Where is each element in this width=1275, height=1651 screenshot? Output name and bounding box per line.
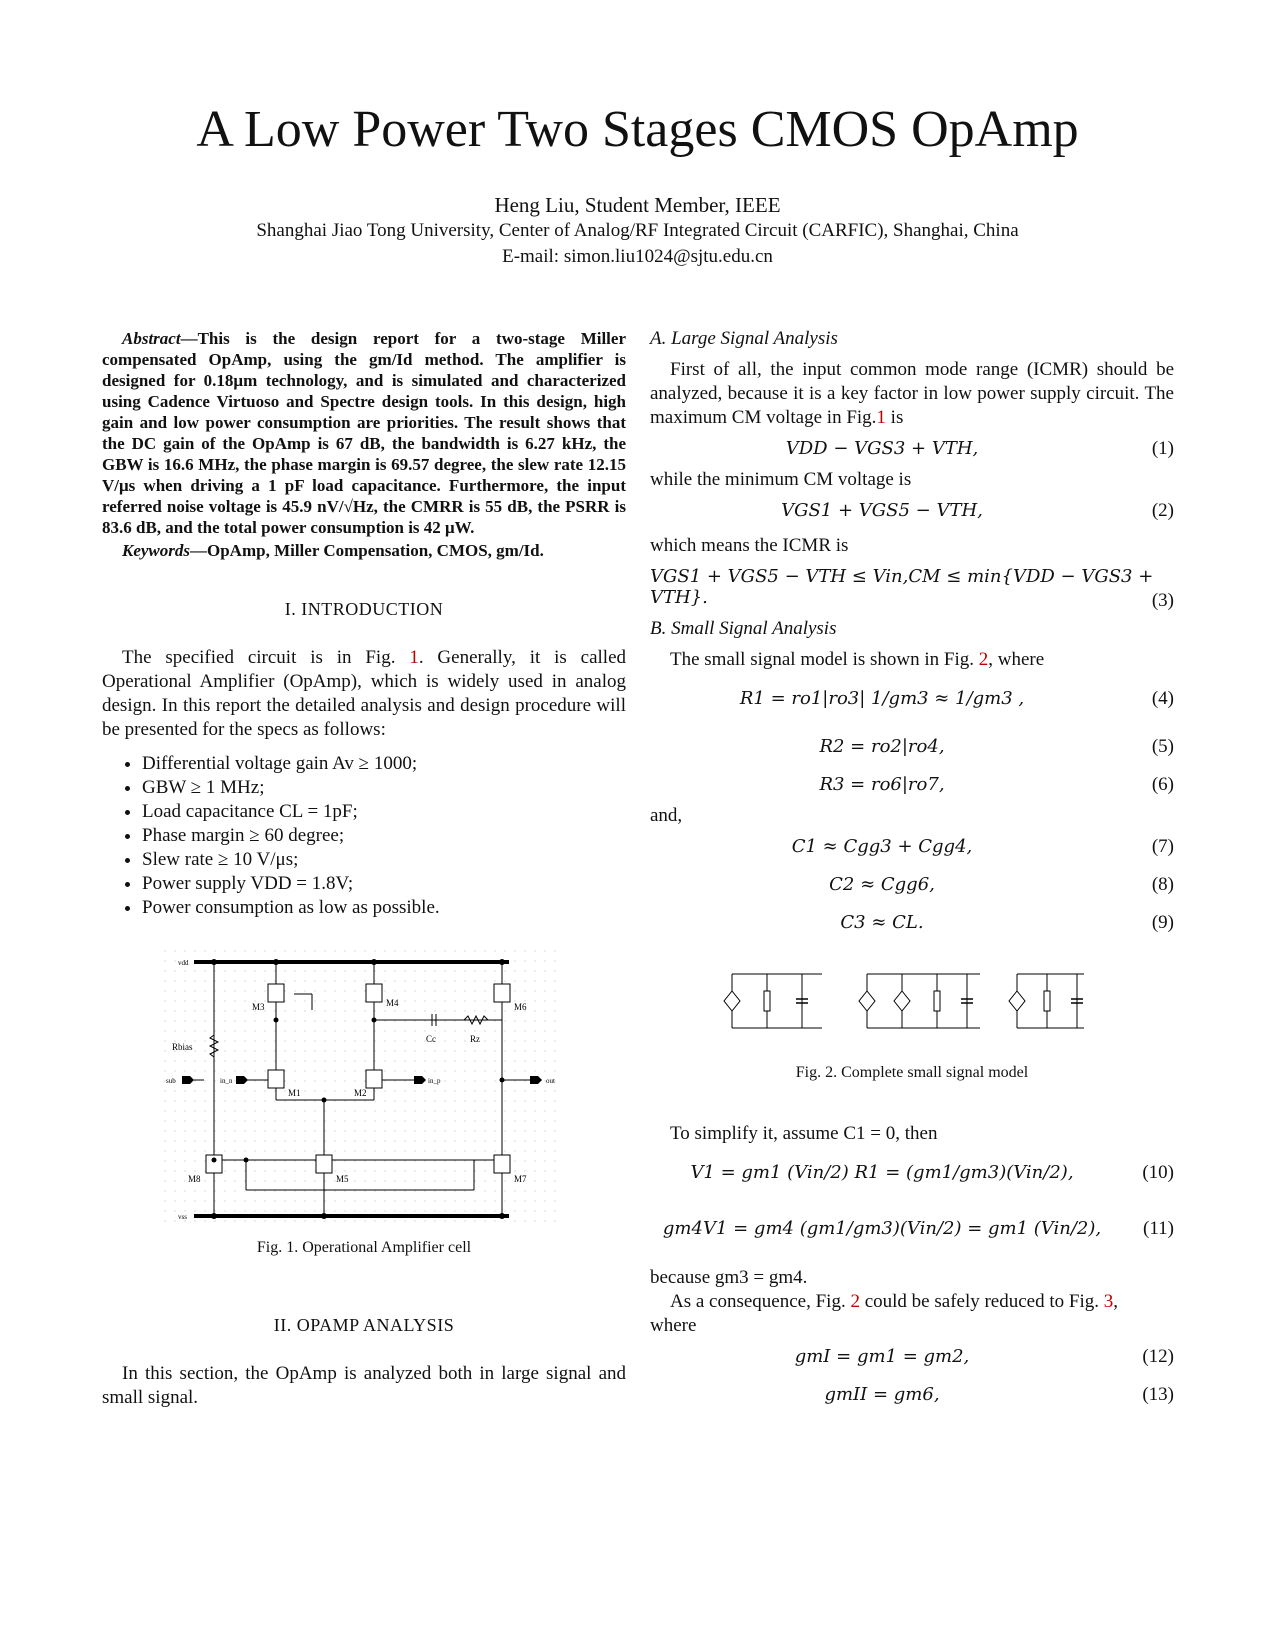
- equation-expression: C2 ≈ Cgg6,: [829, 874, 935, 895]
- section-heading-analysis: II. OPAMP ANALYSIS: [273, 1315, 455, 1335]
- cc-label: Cc: [426, 1034, 436, 1044]
- intro-paragraph: [102, 646, 626, 742]
- abstract-text: —This is the design report for a two-stage Miller compensated OpAmp, using the gm/Id method. The amplifier is designed for 0.18μm technology, and is simulated and characterized using Cadence Virtuoso and Spectre design tools. In this design, high gain and low power consumption are priorities. The result shows that the DC gain of the OpAmp is 67 dB, the bandwidth is 6.27 kHz, the GBW is 16.6 MHz, the phase margin is 69.57 degree, the slew rate 12.15 V/μs when driving a 1 pF load capacitance. Furthermore, the input referred noise voltage is 45.9 nV/√Hz, the CMRR is 55 dB, the PSRR is 83.6 dB, and the total power consumption is 42 μW.: [102, 329, 626, 537]
- equation-number: (8): [1151, 874, 1174, 895]
- equation-11: [650, 1202, 1174, 1258]
- intro-text-a: The specified circuit is in Fig.: [122, 647, 410, 668]
- intro-text-b: . Generally, it is called Operational Amplifier (OpAmp), which is widely used in analog design. In this report the detailed analysis and design procedure will be presented for the specs as follows:: [102, 647, 626, 740]
- m1-label: M1: [288, 1088, 301, 1098]
- subsection-small-signal: B. Small Signal Analysis: [650, 618, 837, 639]
- fig2-ref-link[interactable]: 2: [978, 649, 989, 670]
- equation-9: [650, 904, 1174, 942]
- abstract-label: Abstract: [122, 329, 181, 348]
- m8-label: M8: [188, 1174, 201, 1184]
- equation-number: (4): [1151, 688, 1174, 709]
- spec-list: [102, 752, 626, 920]
- right-column: [650, 328, 1174, 1414]
- equation-expression: C1 ≈ Cgg3 + Cgg4,: [791, 836, 973, 857]
- list-item: • Power consumption as low as possible.: [142, 896, 626, 920]
- which-text: which means the ICMR is: [650, 535, 849, 556]
- equation-expression: gm4V1 = gm4 (gm1/gm3)(Vin/2) = gm1 (Vin/2),: [662, 1218, 1102, 1239]
- fig2-ref-link[interactable]: 2: [850, 1291, 860, 1312]
- list-item: • Differential voltage gain Av ≥ 1000;: [142, 752, 626, 776]
- m4-label: M4: [386, 998, 399, 1008]
- current-source-gm1-half: [859, 991, 875, 1011]
- list-item: • Slew rate ≥ 10 V/μs;: [142, 848, 626, 872]
- left-column: [102, 328, 626, 1410]
- equation-expression: V1 = gm1 (Vin/2) R1 = (gm1/gm3)(Vin/2),: [690, 1162, 1074, 1183]
- fig1-ref-link[interactable]: 1: [876, 407, 886, 428]
- opamp-schematic: [164, 950, 564, 1225]
- large-signal-paragraph: [650, 358, 1174, 430]
- equation-number: (3): [1151, 590, 1174, 611]
- small-signal-paragraph: [650, 648, 1174, 672]
- equation-expression: C3 ≈ CL.: [840, 912, 924, 933]
- email-line: E-mail: simon.liu1024@sjtu.edu.cn: [502, 246, 773, 267]
- equation-number: (2): [1151, 500, 1174, 521]
- keywords-text: —OpAmp, Miller Compensation, CMOS, gm/Id.: [190, 541, 544, 560]
- in-p-label: in_p: [428, 1077, 441, 1085]
- equation-2: [650, 492, 1174, 530]
- transistor-m2: [366, 1070, 382, 1088]
- while-text: while the minimum CM voltage is: [650, 469, 912, 490]
- equation-expression: VDD − VGS3 + VTH,: [785, 438, 979, 459]
- list-item: • Load capacitance CL = 1pF;: [142, 800, 626, 824]
- out-label: out: [546, 1077, 555, 1085]
- equation-13: [650, 1376, 1174, 1414]
- fig1-ref-link[interactable]: 1: [409, 647, 419, 668]
- figure-2: [650, 966, 1174, 1082]
- consequence-paragraph: [650, 1290, 1174, 1314]
- equation-number: (5): [1151, 736, 1174, 757]
- equation-7: [650, 828, 1174, 866]
- transistor-m7: [494, 1155, 510, 1173]
- equation-number: (1): [1151, 438, 1174, 459]
- where-text: where: [650, 1315, 697, 1336]
- analysis-paragraph: In this section, the OpAmp is analyzed both in large signal and small signal.: [102, 1363, 626, 1408]
- large-text-a: First of all, the input common mode range (ICMR) should be analyzed, because it is a key factor in low power supply circuit. The maximum CM voltage in Fig.: [650, 359, 1174, 428]
- keywords: [102, 540, 626, 561]
- equation-3: [650, 558, 1174, 611]
- equation-6: [650, 766, 1174, 804]
- vdd-label: vdd: [178, 959, 189, 967]
- m5-label: M5: [336, 1174, 349, 1184]
- small-text-a: The small signal model is shown in Fig.: [670, 649, 979, 670]
- m6-label: M6: [514, 1002, 527, 1012]
- equation-12: [650, 1338, 1174, 1376]
- equation-number: (7): [1151, 836, 1174, 857]
- equation-expression: gmII = gm6,: [824, 1384, 940, 1405]
- equation-number: (6): [1151, 774, 1174, 795]
- equation-number: (9): [1151, 912, 1174, 933]
- equation-expression: VGS1 + VGS5 − VTH,: [781, 500, 983, 521]
- transistor-m5: [316, 1155, 332, 1173]
- current-source-gm4: [894, 991, 910, 1011]
- m2-label: M2: [354, 1088, 367, 1098]
- m7-label: M7: [514, 1174, 527, 1184]
- large-text-b: is: [885, 407, 904, 428]
- section-heading-intro: I. INTRODUCTION: [284, 599, 444, 619]
- equation-number: (10): [1142, 1162, 1174, 1183]
- list-item: • Power supply VDD = 1.8V;: [142, 872, 626, 896]
- equation-expression: gmI = gm1 = gm2,: [794, 1346, 970, 1367]
- fig1-caption: Fig. 1. Operational Amplifier cell: [256, 1239, 472, 1256]
- resistor-r1: [764, 991, 770, 1011]
- equation-5: [650, 728, 1174, 766]
- and-text: and,: [650, 805, 683, 826]
- figure-1: [102, 950, 626, 1257]
- m3-label: M3: [252, 1002, 265, 1012]
- equation-8: [650, 866, 1174, 904]
- equation-expression: R2 = ro2|ro4,: [819, 736, 945, 757]
- equation-number: (11): [1143, 1218, 1174, 1239]
- equation-1: [650, 430, 1174, 468]
- equation-expression: VGS1 + VGS5 − VTH ≤ Vin,CM ≤ min{VDD − VGS3 + VTH}.: [650, 566, 1154, 608]
- affiliation-line: Shanghai Jiao Tong University, Center of Analog/RF Integrated Circuit (CARFIC), Shanghai, China: [256, 220, 1019, 241]
- sub-label: sub: [166, 1077, 176, 1085]
- conseq-text-c: ,: [1113, 1291, 1118, 1312]
- vss-label: vss: [178, 1213, 187, 1221]
- transistor-m1: [268, 1070, 284, 1088]
- equation-expression: R1 = ro1|ro3| 1/gm3 ≈ 1/gm3 ,: [739, 688, 1025, 709]
- author-line: Heng Liu, Student Member, IEEE: [494, 193, 781, 217]
- subsection-large-signal: A. Large Signal Analysis: [650, 328, 838, 349]
- transistor-m6: [494, 984, 510, 1002]
- because-text: because gm3 = gm4.: [650, 1267, 808, 1288]
- fig2-caption: Fig. 2. Complete small signal model: [795, 1064, 1029, 1081]
- transistor-m3: [268, 984, 284, 1002]
- paper-title: A Low Power Two Stages CMOS OpAmp: [196, 101, 1079, 158]
- list-item: • GBW ≥ 1 MHz;: [142, 776, 626, 800]
- equation-number: (13): [1142, 1384, 1174, 1405]
- small-signal-model: [722, 966, 1102, 1036]
- simplify-text: To simplify it, assume C1 = 0, then: [670, 1123, 938, 1144]
- conseq-text-b: could be safely reduced to Fig.: [859, 1291, 1104, 1312]
- equation-number: (12): [1142, 1346, 1174, 1367]
- fig3-ref-link[interactable]: 3: [1103, 1291, 1114, 1312]
- resistor-r2: [934, 991, 940, 1011]
- abstract: [102, 328, 626, 538]
- rz-label: Rz: [470, 1034, 480, 1044]
- equation-4: [650, 672, 1174, 728]
- current-source-gm6: [1009, 991, 1025, 1011]
- transistor-m4: [366, 984, 382, 1002]
- rbias-label: Rbias: [172, 1042, 193, 1052]
- keywords-label: Keywords: [122, 541, 190, 560]
- equation-10: [650, 1146, 1174, 1202]
- current-source-gm1: [724, 991, 740, 1011]
- in-n-label: in_n: [220, 1077, 233, 1085]
- equation-expression: R3 = ro6|ro7,: [819, 774, 945, 795]
- conseq-text-a: As a consequence, Fig.: [670, 1291, 851, 1312]
- small-text-b: , where: [988, 649, 1045, 670]
- resistor-r3: [1044, 991, 1050, 1011]
- list-item: • Phase margin ≥ 60 degree;: [142, 824, 626, 848]
